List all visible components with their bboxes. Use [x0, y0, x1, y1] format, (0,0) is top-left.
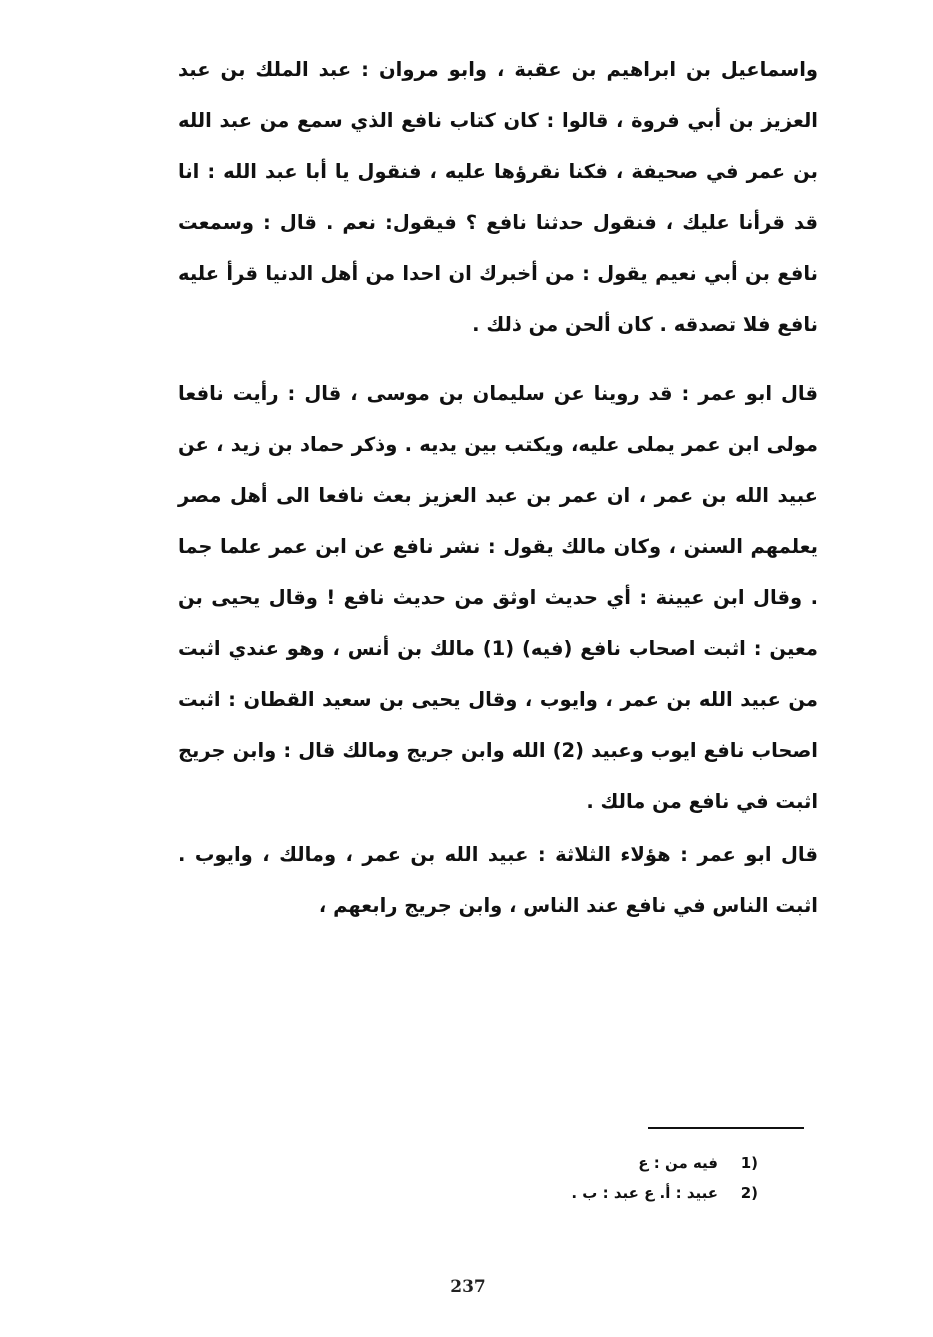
body-paragraph-1: واسماعيل بن ابراهيم بن عقبة ، وابو مروان : عبد الملك بن عبد العزيز بن أبي فروة ، قالوا : كان كتاب نافع الذي سمع من عبد الله بن عمر في صحيفة ، فكنا نقرؤها عليه ، فنقول يا أبا عبد الله : انا قد قرأنا عليك ، فنقول حدثنا نافع ؟ فيقول: نعم . قال : وسمعت نافع بن أبي نعيم يقول : من أخبرك ان احدا من أهل الدنيا قرأ عليه نافع فلا تصدقه . كان ألحن من ذلك . [178, 58, 818, 336]
page-number: 237 [450, 1277, 486, 1297]
footnote-1 [430, 1148, 758, 1178]
body-paragraph-3: قال ابو عمر : هؤلاء الثلاثة : عبيد الله بن عمر ، ومالك ، وايوب . اثبت الناس في نافع عند الناس ، وابن جريج رابعهم ، [178, 843, 818, 917]
footnote-number: 1) [740, 1154, 758, 1172]
footnote-text: عبيد : أ. ع عبد : ب . [571, 1184, 718, 1202]
footnotes [430, 1148, 758, 1208]
footnote-separator [648, 1127, 804, 1129]
footnote-text: فيه من : ع [638, 1154, 718, 1172]
body-paragraph-2: قال ابو عمر : قد روينا عن سليمان بن موسى ، قال : رأيت نافعا مولى ابن عمر يملى عليه، ويكتب بين يديه . وذكر حماد بن زيد ، عن عبيد الله بن عمر ، ان عمر بن عبد العزيز بعث نافعا الى أهل مصر يعلمهم السنن ، وكان مالك يقول : نشر نافع عن ابن عمر علما جما . وقال ابن عيينة : أي حديث اوثق من حديث نافع ! وقال يحيى بن معين : اثبت اصحاب نافع (فيه) (1) مالك بن أنس ، وهو عندي اثبت من عبيد الله بن عمر ، وايوب ، وقال يحيى بن سعيد القطان : اثبت اصحاب نافع ايوب وعبيد (2) الله وابن جريج ومالك قال : وابن جريج اثبت في نافع من مالك . [178, 382, 818, 813]
footnote-2 [430, 1178, 758, 1208]
footnote-number: 2) [740, 1184, 758, 1202]
